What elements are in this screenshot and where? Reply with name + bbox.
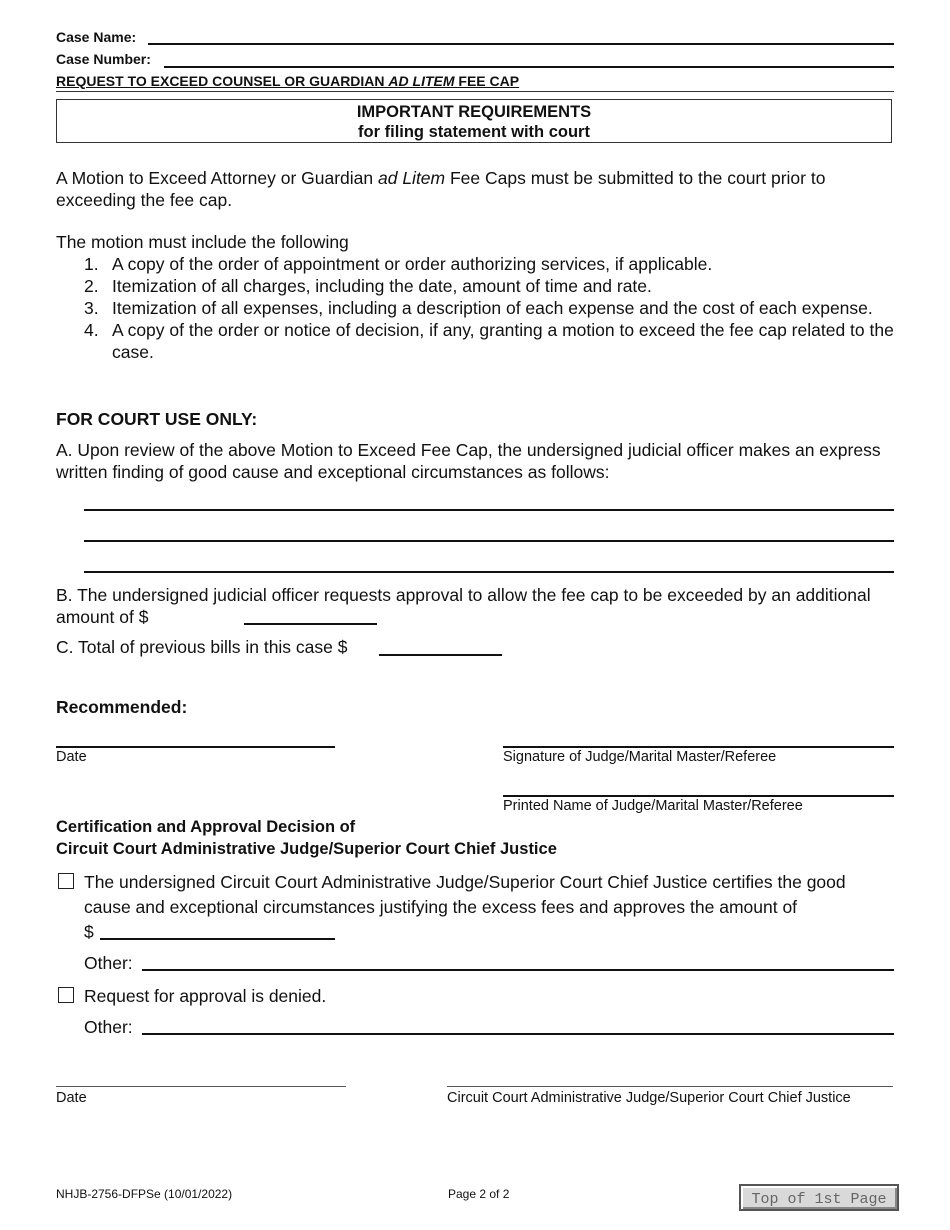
list-item-number: 3. <box>84 298 99 318</box>
recommended-heading: Recommended: <box>56 697 188 717</box>
approve-other-field[interactable] <box>142 969 894 971</box>
requirements-subtitle: for filing statement with court <box>358 123 590 141</box>
motion-list-item <box>56 297 896 319</box>
important-requirements-box <box>56 99 892 143</box>
case-name-label: Case Name: <box>56 29 137 45</box>
list-item-number: 2. <box>84 276 99 296</box>
approved-amount-field[interactable] <box>100 938 335 940</box>
case-name-field[interactable] <box>148 43 894 45</box>
list-item-number: 1. <box>84 254 99 274</box>
intro-paragraph: A Motion to Exceed Attorney or Guardian ad Litem Fee Caps must be submitted to the court prior to exceeding the fee cap. <box>56 168 826 210</box>
chief-justice-signature-line[interactable] <box>447 1086 893 1087</box>
list-item-text: Itemization of all expenses, including a description of each expense and the cost of each expense. <box>112 298 873 318</box>
case-number-field[interactable] <box>164 66 894 68</box>
form-title: REQUEST TO EXCEED COUNSEL OR GUARDIAN AD LITEM FEE CAP <box>56 73 520 89</box>
judge-printed-name-label: Printed Name of Judge/Marital Master/Referee <box>503 798 803 814</box>
finding-line-3[interactable] <box>84 571 894 573</box>
certification-date-line[interactable] <box>56 1086 346 1087</box>
motion-list <box>56 253 896 363</box>
motion-list-lead: The motion must include the following <box>56 232 349 252</box>
deny-checkbox[interactable] <box>58 987 74 1003</box>
previous-bills-field[interactable] <box>379 654 502 656</box>
additional-amount-field[interactable] <box>244 623 377 625</box>
requirements-title: IMPORTANT REQUIREMENTS <box>356 103 592 121</box>
court-use-item-c: C. Total of previous bills in this case $ <box>56 637 348 657</box>
recommended-date-line[interactable] <box>56 746 335 748</box>
judge-signature-line[interactable] <box>503 746 894 748</box>
top-of-first-page-button[interactable]: Top of 1st Page <box>739 1184 899 1211</box>
court-use-heading: FOR COURT USE ONLY: <box>56 409 258 429</box>
deny-text: Request for approval is denied. <box>84 986 327 1006</box>
court-use-item-a: A. Upon review of the above Motion to Exceed Fee Cap, the undersigned judicial officer makes an express written finding of good cause and exceptional circumstances as follows: <box>56 440 881 482</box>
finding-line-2[interactable] <box>84 540 894 542</box>
approve-other-label: Other: <box>84 953 133 973</box>
motion-requirements <box>56 231 896 363</box>
list-item-text: A copy of the order of appointment or order authorizing services, if applicable. <box>112 254 713 274</box>
deny-other-label: Other: <box>84 1017 133 1037</box>
list-item-text: Itemization of all charges, including the date, amount of time and rate. <box>112 276 652 296</box>
finding-line-1[interactable] <box>84 509 894 511</box>
motion-list-item <box>56 275 896 297</box>
page-number: Page 2 of 2 <box>448 1187 510 1201</box>
recommended-date-label: Date <box>56 749 87 765</box>
list-item-number: 4. <box>84 320 99 340</box>
deny-other-field[interactable] <box>142 1033 894 1035</box>
title-divider <box>56 91 894 92</box>
list-item-text: A copy of the order or notice of decision, if any, granting a motion to exceed the fee cap related to the case. <box>112 320 894 362</box>
chief-justice-signature-label: Circuit Court Administrative Judge/Superior Court Chief Justice <box>447 1090 851 1106</box>
certification-heading: Certification and Approval Decision of Circuit Court Administrative Judge/Superior Court Chief Justice <box>56 818 557 858</box>
approve-dollar-sign: $ <box>84 922 94 942</box>
judge-signature-label: Signature of Judge/Marital Master/Referee <box>503 749 777 765</box>
judge-printed-name-line[interactable] <box>503 795 894 797</box>
case-number-label: Case Number: <box>56 51 151 67</box>
form-id: NHJB-2756-DFPSe (10/01/2022) <box>56 1187 233 1201</box>
certification-date-label: Date <box>56 1090 87 1106</box>
court-use-item-b: B. The undersigned judicial officer requests approval to allow the fee cap to be exceeded by an additional amount of $ <box>56 585 871 627</box>
motion-list-item <box>56 319 896 363</box>
motion-list-item <box>56 253 896 275</box>
approve-text: The undersigned Circuit Court Administrative Judge/Superior Court Chief Justice certifies the good cause and exceptional circumstances justifying the excess fees and approves the amount of <box>84 872 846 917</box>
approve-checkbox[interactable] <box>58 873 74 889</box>
